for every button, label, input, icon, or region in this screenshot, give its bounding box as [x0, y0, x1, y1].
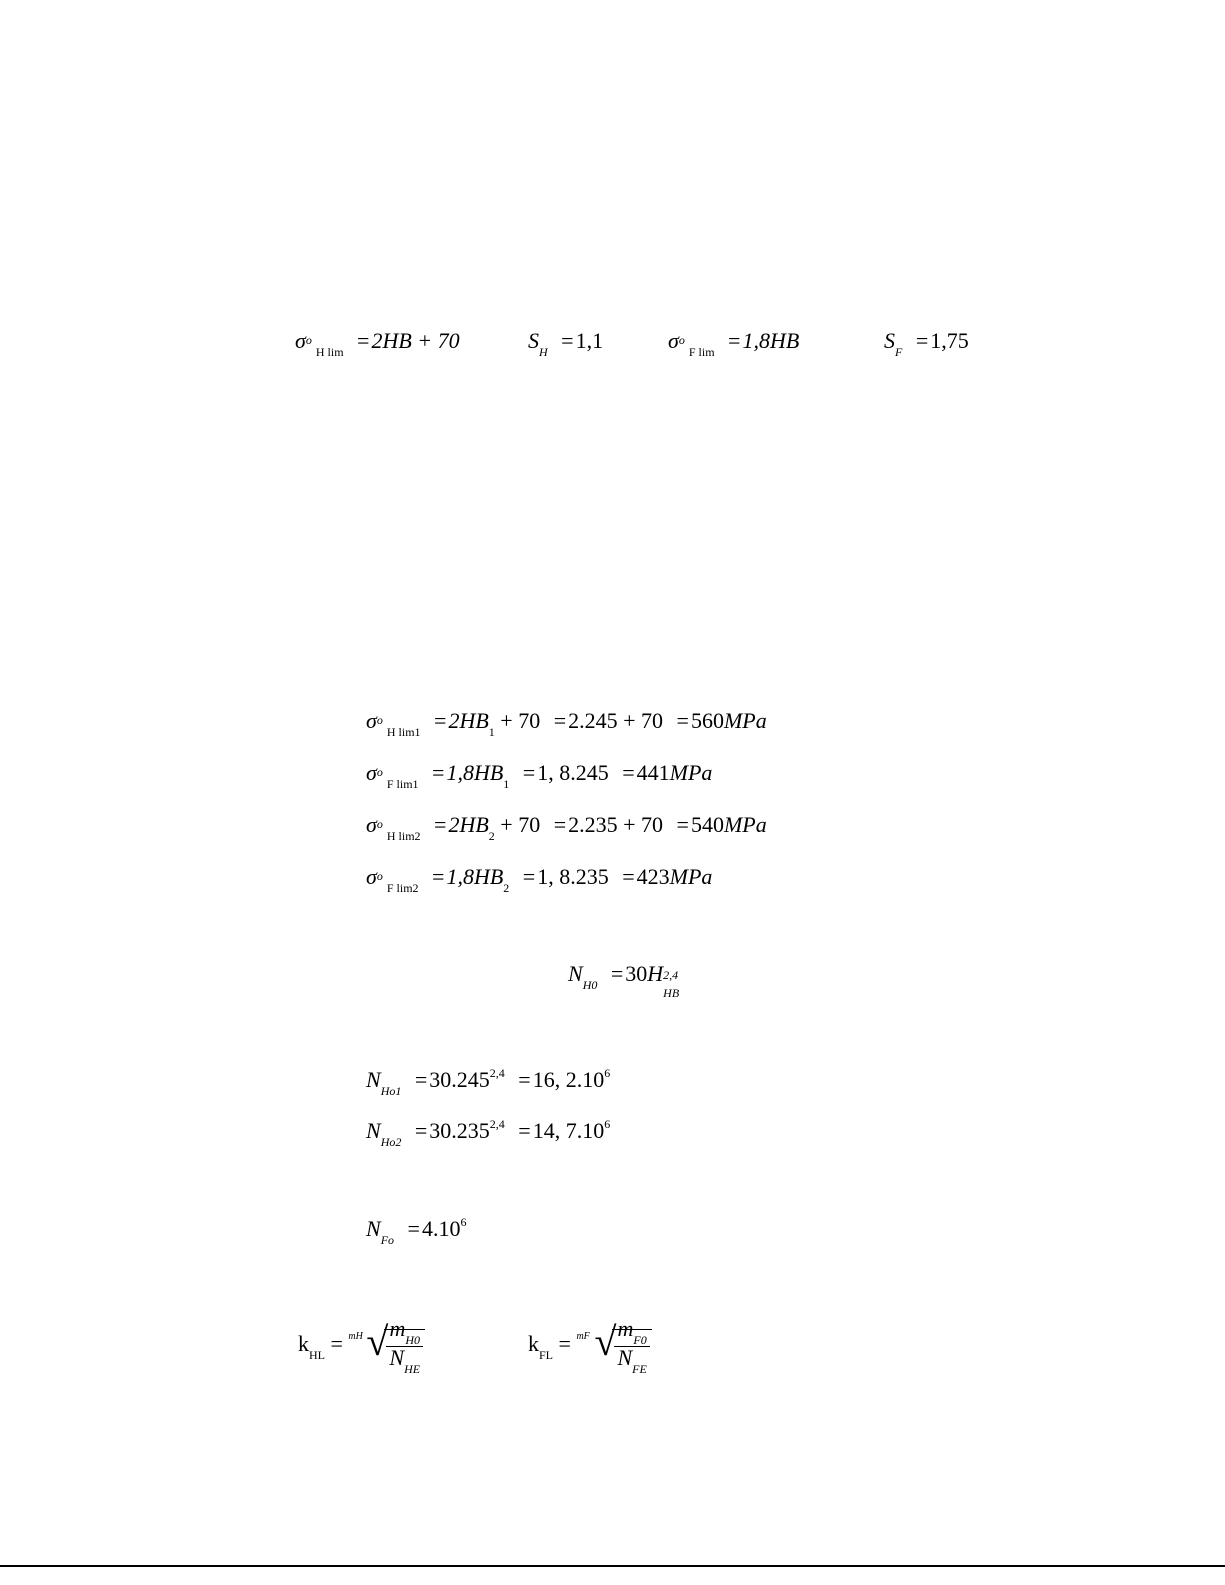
page-bottom-rule — [0, 1565, 1225, 1567]
nh0-formula: $N_{H0} =30H$ 2,4 HB — [568, 961, 680, 1000]
nho1-calc: $N_{Ho1} =30.245^{2,4} =16$, 2.10$^6$ — [366, 1066, 611, 1098]
sigma-h-lim1-calc: σ o $_{H lim1} =2HB_1 + 70 =2.245 + 70 =560MPa$ — [366, 708, 767, 739]
sh-formula: $S_H =1,1$ — [528, 328, 604, 359]
sigma-h-lim-formula: σ o $_{H lim}$ =2HB + 70 — [295, 328, 460, 359]
nfo-value: $N_{Fo} =4.10^6$ — [366, 1215, 467, 1247]
sigma-f-lim2-calc: σ o $_{F lim2} =1,8HB_2 =1$, 8.235 =423MPa — [366, 864, 713, 895]
sigma-h-lim2-calc: σ o $_{H lim2} =2HB_2 + 70 =2.235 + 70 =540MPa$ — [366, 812, 767, 843]
nho2-calc: $N_{Ho2} =30.235^{2,4} =14$, 7.10$^6$ — [366, 1117, 611, 1149]
sf-formula: $S_F =1,75$ — [884, 328, 969, 359]
khl-formula: $k_{HL}$ = mH √ $\frac{m_{H0}}{N_{HE}}$ — [298, 1318, 425, 1375]
sigma-f-lim-formula: σ o $_{F lim}$ =1,8HB — [668, 328, 800, 359]
sigma-f-lim1-calc: σ o $_{F lim1} =1,8HB_1 =1$, 8.245 =441MPa — [366, 760, 713, 791]
kfl-formula: $k_{FL}$ = mF √ $\frac{m_{F0}}{N_{FE}}$ — [528, 1318, 652, 1375]
